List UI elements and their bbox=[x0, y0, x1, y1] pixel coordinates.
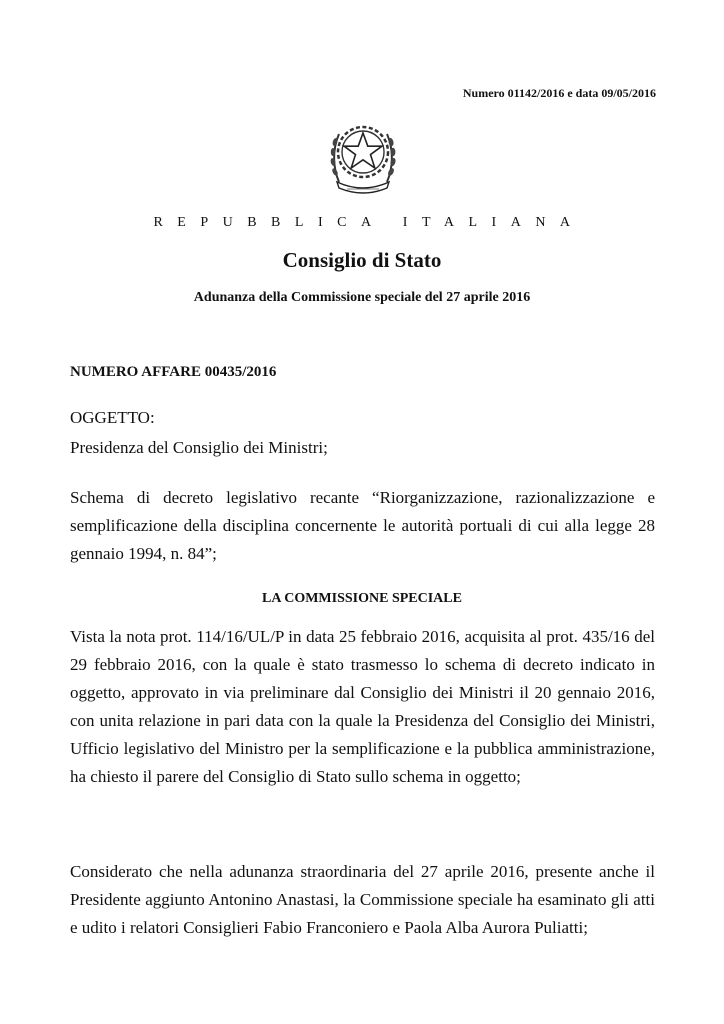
considerato-paragraph: Considerato che nella adunanza straordinaria del 27 aprile 2016, presente anche il Presidente aggiunto Antonino Anastasi, la Commissione speciale ha esaminato gli atti e udito i relatori Consiglieri Fabio Franconiero e Paola Alba Aurora Puliatti; bbox=[70, 862, 655, 937]
oggetto-text: Presidenza del Consiglio dei Ministri; bbox=[70, 438, 328, 457]
session-subtitle: Adunanza della Commissione speciale del 27 aprile 2016 bbox=[193, 290, 531, 305]
institution-title: Consiglio di Stato bbox=[282, 248, 442, 272]
affare-number: NUMERO AFFARE 00435/2016 bbox=[70, 364, 277, 380]
schema-paragraph: Schema di decreto legislativo recante “Riorganizzazione, razionalizzazione e semplificazione della disciplina concernente le autorità portuali di cui alla legge 28 gennaio 1994, n. 84”; bbox=[70, 488, 655, 563]
oggetto-label: OGGETTO: bbox=[70, 408, 155, 427]
document-reference: Numero 01142/2016 e data 09/05/2016 bbox=[462, 86, 656, 100]
commission-heading: LA COMMISSIONE SPECIALE bbox=[262, 591, 462, 606]
republic-title: REPUBBLICA ITALIANA bbox=[153, 215, 585, 230]
vista-paragraph: Vista la nota prot. 114/16/UL/P in data 25 febbraio 2016, acquisita al prot. 435/16 del 29 febbraio 2016, con la quale è stato trasmesso lo schema di decreto indicato in oggetto, approvato in via preliminare dal Consiglio dei Ministri il 20 gennaio 2016, con unita relazione in pari data con la quale la Presidenza del Consiglio dei Ministri, Ufficio legislativo del Ministro per la semplificazione e la pubblica amministrazione, ha chiesto il parere del Consiglio di Stato sullo schema in oggetto; bbox=[70, 627, 655, 786]
italian-republic-emblem-icon bbox=[327, 116, 399, 196]
